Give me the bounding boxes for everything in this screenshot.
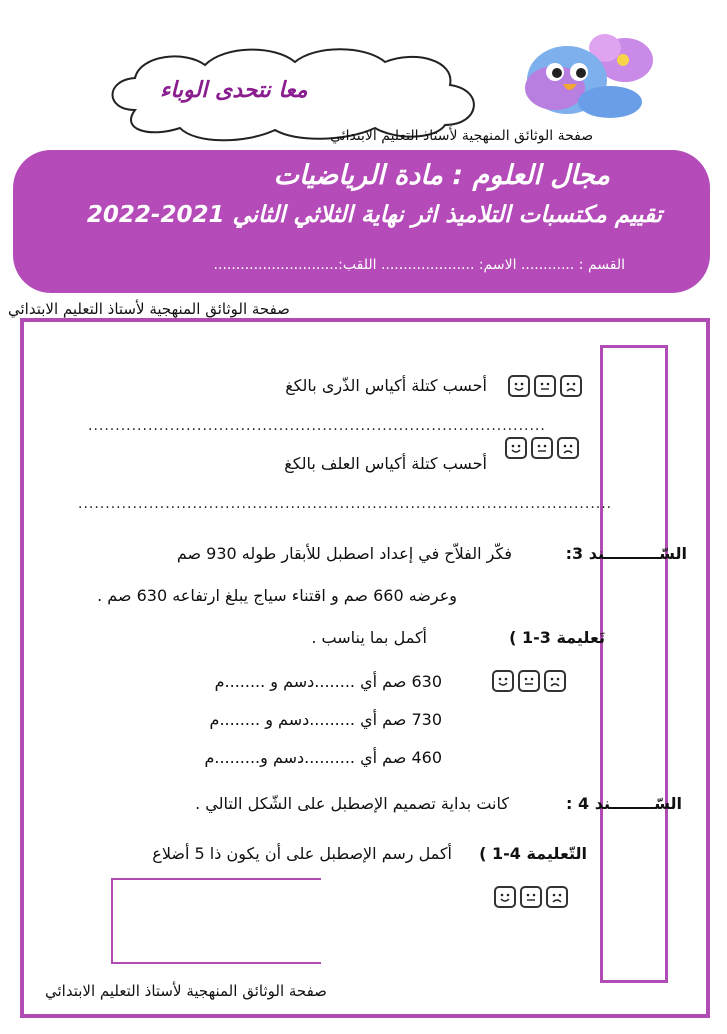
source-caption-middle: صفحة الوثائق المنهجية لأستاذ التعليم الابتدائي [8,300,290,318]
instruction-3-1-label: تَعليمة 3-1 ) [509,628,605,647]
question-1: أحسب كتلة أكياس الذّرى بالكغ [285,376,487,395]
source-caption-bottom: صفحة الوثائق المنهجية لأستاذ التعليم الابتدائي [45,982,327,1000]
sad-face-icon[interactable] [557,437,579,459]
sad-face-icon[interactable] [544,670,566,692]
happy-face-icon[interactable] [494,886,516,908]
score-column [600,345,668,983]
support-4-text: كانت بداية تصميم الإصطبل على الشّكل التالي . [195,794,509,813]
evaluation-subtitle: تقييم مكتسبات التلاميذ اثر نهاية الثلاثي الثاني 2021-2022 [86,202,662,228]
neutral-face-icon[interactable] [534,375,556,397]
question-2: أحسب كتلة أكياس العلف بالكغ [284,454,487,473]
happy-face-icon[interactable] [505,437,527,459]
answer-line-1[interactable]: .................................................................................... [88,418,546,434]
source-caption-top: صفحة الوثائق المنهجية لأستاذ التعليم الابتدائي [330,128,594,144]
neutral-face-icon[interactable] [531,437,553,459]
rating-faces-q2[interactable] [505,437,579,459]
conversion-3[interactable]: 460 صم أي ..........دسم و.........م [204,748,442,767]
sad-face-icon[interactable] [560,375,582,397]
rating-faces-t31[interactable] [492,670,566,692]
rating-faces-q1[interactable] [508,375,582,397]
sad-face-icon[interactable] [546,886,568,908]
instruction-4-1-label: التّعليمة 4-1 ) [479,844,587,863]
stable-drawing-box[interactable] [111,878,321,964]
conversion-2[interactable]: 730 صم أي .........دسم و ........م [209,710,442,729]
answer-line-2[interactable]: .................................................................................................. [78,496,613,512]
bird-mascot-icon [505,20,665,130]
subject-title: مجال العلوم : مادة الرياضيات [273,160,610,191]
rating-faces-t41[interactable] [494,886,568,908]
support-4-label: السّــــــــند 4 : [566,794,682,813]
happy-face-icon[interactable] [492,670,514,692]
title-banner [13,150,710,293]
support-3-line-2: وعرضه 660 صم و اقتناء سياج يبلغ ارتفاعه 630 صم . [97,586,457,605]
happy-face-icon[interactable] [508,375,530,397]
slogan-text: معا نتحدى الوباء [160,78,308,103]
support-3-label: السّــــــــــند 3: [565,544,687,563]
student-fields: القسم : ............ الاسم: ..................... اللقب:............................ [213,257,625,273]
instruction-4-1-text: أكمل رسم الإصطبل على أن يكون ذا 5 أضلاع [152,844,452,863]
neutral-face-icon[interactable] [518,670,540,692]
instruction-3-1-text: أكمل بما يناسب . [311,628,427,647]
conversion-1[interactable]: 630 صم أي ........دسم و ........م [214,672,442,691]
support-3-line-1: فكّر الفلاّح في إعداد اصطبل للأبقار طوله 930 صم [176,544,512,563]
neutral-face-icon[interactable] [520,886,542,908]
